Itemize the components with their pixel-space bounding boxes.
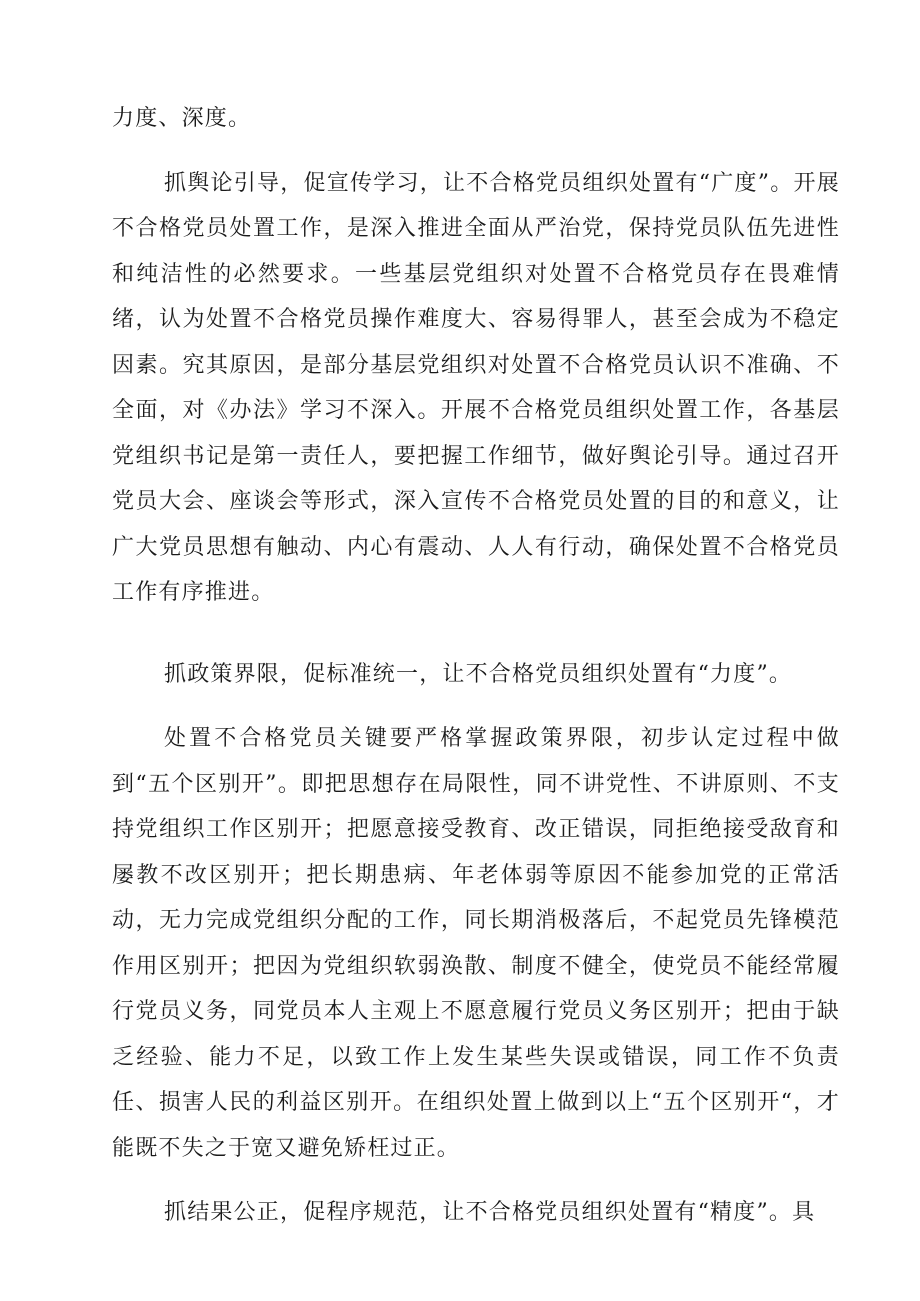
paragraph-1: 力度、深度。 <box>112 106 252 131</box>
document-page <box>112 96 840 1236</box>
paragraph-3: 抓政策界限，促标准统一，让不合格党员组织处置有“力度”。 <box>164 661 793 687</box>
paragraph-2: 抓舆论引导，促宣传学习，让不合格党员组织处置有“广度”。开展不合格党员处置工作，是深入推进全面从严治党，保持党员队伍先进性和纯洁性的必然要求。一些基层党组织对处置不合格党员存在畏难情绪，认为处置不合格党员操作难度大、容易得罪人，甚至会成为不稳定因素。究其原因，是部分基层党组织对处置不合格党员认识不准确、不全面，对《办法》学习不深入。开展不合格党员组织处置工作，各基层党组织书记是第一责任人，要把握工作细节，做好舆论引导。通过召开党员大会、座谈会等形式，深入宣传不合格党员处置的目的和意义，让广大党员思想有触动、内心有震动、人人有行动，确保处置不合格党员工作有序推进。 <box>112 170 840 605</box>
paragraph-5: 抓结果公正，促程序规范，让不合格党员组织处置有“精度”。具 <box>164 1200 816 1225</box>
paragraph-4: 处置不合格党员关键要严格掌握政策界限，初步认定过程中做到“五个区别开”。即把思想存在局限性，同不讲党性、不讲原则、不支持党组织工作区别开；把愿意接受教育、改正错误，同拒绝接受敌育和屡教不改区别开；把长期患病、年老体弱等原因不能参加党的正常活动，无力完成党组织分配的工作，同长期消极落后，不起党员先锋模范作用区别开；把因为党组织软弱涣散、制度不健全，使党员不能经常履行党员义务，同党员本人主观上不愿意履行党员义务区别开；把由于缺乏经验、能力不足，以致工作上发生某些失误或错误，同工作不负责任、损害人民的利益区别开。在组织处置上做到以上“五个区别开“，才能既不失之于宽又避免矫枉过正。 <box>112 726 840 1161</box>
